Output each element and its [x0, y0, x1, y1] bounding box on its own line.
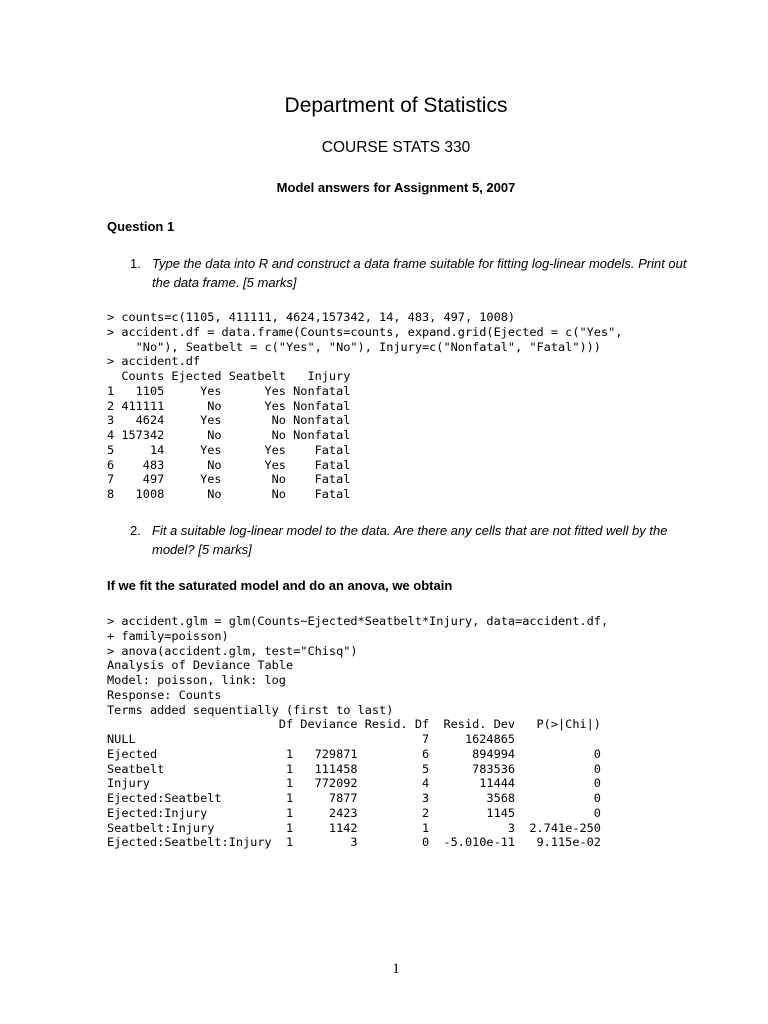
- r-code-block-anova: > accident.glm = glm(Counts~Ejected*Seatbelt*Injury, data=accident.df, + family=poisson) > anova(accident.glm, test="Chisq") Analysis of Deviance Table Model: poisson, link: log Response: Counts Terms added sequentially (first to last) Df Deviance Resid. Df Resid. Dev P(>|Chi|) NULL 7 1624865 Ejected 1 729871 6 894994 0 Seatbelt 1 111458 5 783536 0 Injury 1 772092 4 11444 0 Ejected:Seatbelt 1 7877 3 3568 0 Ejected:Injury 1 2423 2 1145 0 Seatbelt:Injury 1 1142 1 3 2.741e-250 Ejected:Seatbelt:Injury 1 3 0 -5.010e-11 9.115e-02: [107, 614, 609, 850]
- question-item-number: 1.: [130, 256, 141, 271]
- course-title: COURSE STATS 330: [321, 139, 471, 156]
- question-item-number: 2.: [130, 523, 141, 538]
- assignment-subtitle: Model answers for Assignment 5, 2007: [276, 180, 516, 195]
- answer-paragraph: If we fit the saturated model and do an anova, we obtain: [107, 578, 453, 593]
- question-item-1: [130, 254, 700, 292]
- department-title: Department of Statistics: [284, 94, 508, 117]
- r-code-block-data-frame: > counts=c(1105, 411111, 4624,157342, 14, 483, 497, 1008) > accident.df = data.frame(Counts=counts, expand.grid(Ejected = c("Yes", "No"), Seatbelt = c("Yes", "No"), Injury=c("Nonfatal", "Fatal"))) > accident.df Counts Ejected Seatbelt Injury 1 1105 Yes Yes Nonfatal 2 411111 No Yes Nonfatal 3 4624 Yes No Nonfatal 4 157342 No No Nonfatal 5 14 Yes Yes Fatal 6 483 No Yes Fatal 7 497 Yes No Fatal 8 1008 No No Fatal: [107, 310, 623, 501]
- question-heading: Question 1: [107, 219, 175, 234]
- question-item-text: Type the data into R and construct a data frame suitable for fitting log-linear models. Print out the data frame. [5 marks]: [152, 256, 687, 290]
- page-number: 1: [392, 961, 400, 977]
- question-item-text: Fit a suitable log-linear model to the data. Are there any cells that are not fitted well by the model? [5 marks]: [152, 523, 668, 557]
- question-item-2: [130, 521, 700, 559]
